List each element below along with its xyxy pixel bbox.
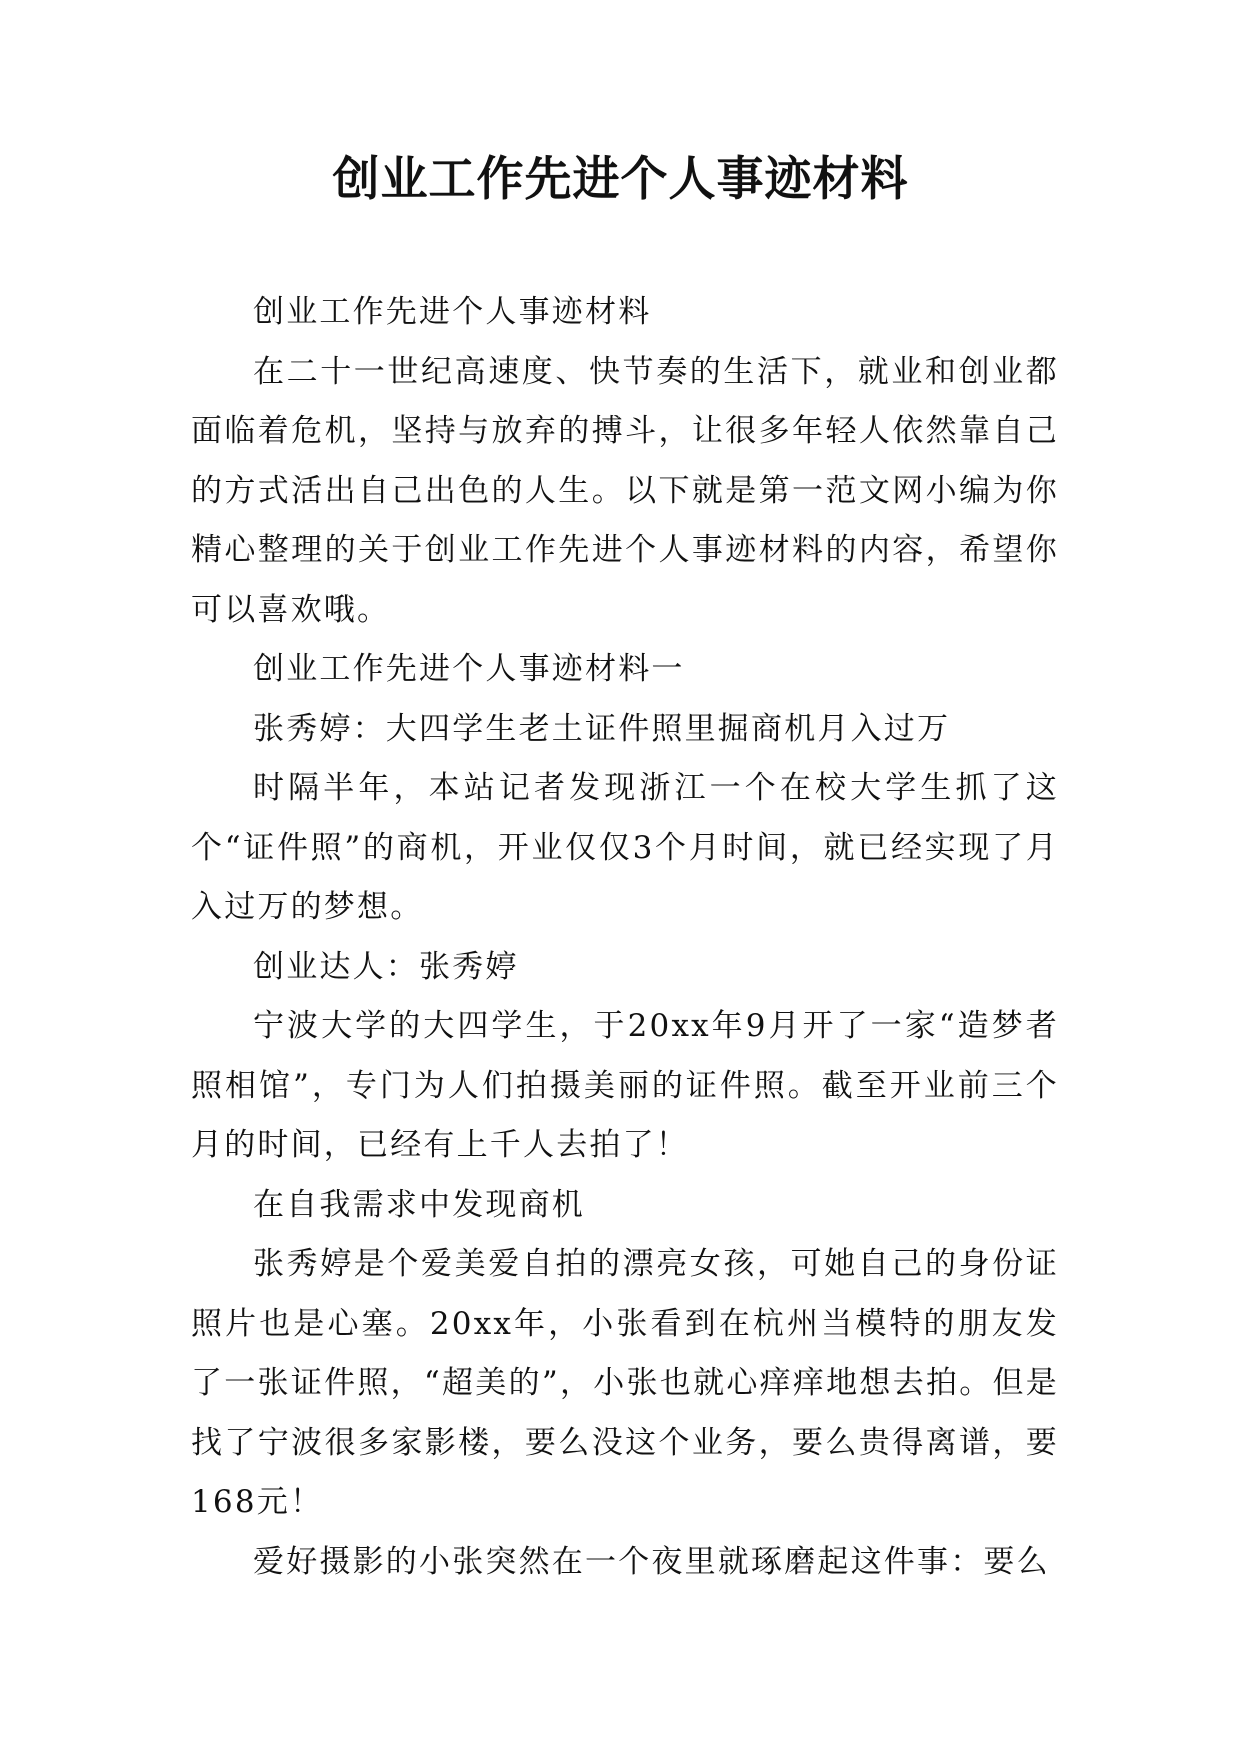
paragraph-story-lead: 时隔半年，本站记者发现浙江一个在校大学生抓了这个“证件照”的商机，开业仅仅3个月时间，就已经实现了月入过万的梦想。 (191, 770, 1059, 925)
paragraph-section-heading: 创业工作先进个人事迹材料一 (253, 651, 685, 687)
paragraph-intro: 在二十一世纪高速度、快节奏的生活下，就业和创业都面临着危机，坚持与放弃的搏斗，让很多年轻人依然靠自己的方式活出自己出色的人生。以下就是第一范文网小编为你精心整理的关于创业工作先进个人事迹材料的内容，希望你可以喜欢哦。 (191, 353, 1059, 628)
paragraph-subtitle: 创业工作先进个人事迹材料 (253, 294, 652, 330)
document-title: 创业工作先进个人事迹材料 (332, 152, 909, 207)
paragraph-person-label: 创业达人：张秀婷 (253, 948, 519, 985)
paragraph-story-continued: 爱好摄影的小张突然在一个夜里就琢磨起这件事：要么 (253, 1543, 1050, 1580)
paragraph-subheading: 在自我需求中发现商机 (253, 1186, 585, 1223)
paragraph-story-headline: 张秀婷：大四学生老土证件照里掘商机月入过万 (253, 710, 951, 747)
paragraph-person-intro: 宁波大学的大四学生，于20xx年9月开了一家“造梦者照相馆”，专门为人们拍摄美丽的证件照。截至开业前三个月的时间，已经有上千人去拍了！ (191, 1008, 1059, 1163)
paragraph-story-body: 张秀婷是个爱美爱自拍的漂亮女孩，可她自己的身份证照片也是心塞。20xx年，小张看到在杭州当模特的朋友发了一张证件照，“超美的”，小张也就心痒痒地想去拍。但是找了宁波很多家影楼，要么没这个业务，要么贵得离谱，要168元！ (191, 1246, 1059, 1520)
document-body (191, 283, 1059, 1592)
